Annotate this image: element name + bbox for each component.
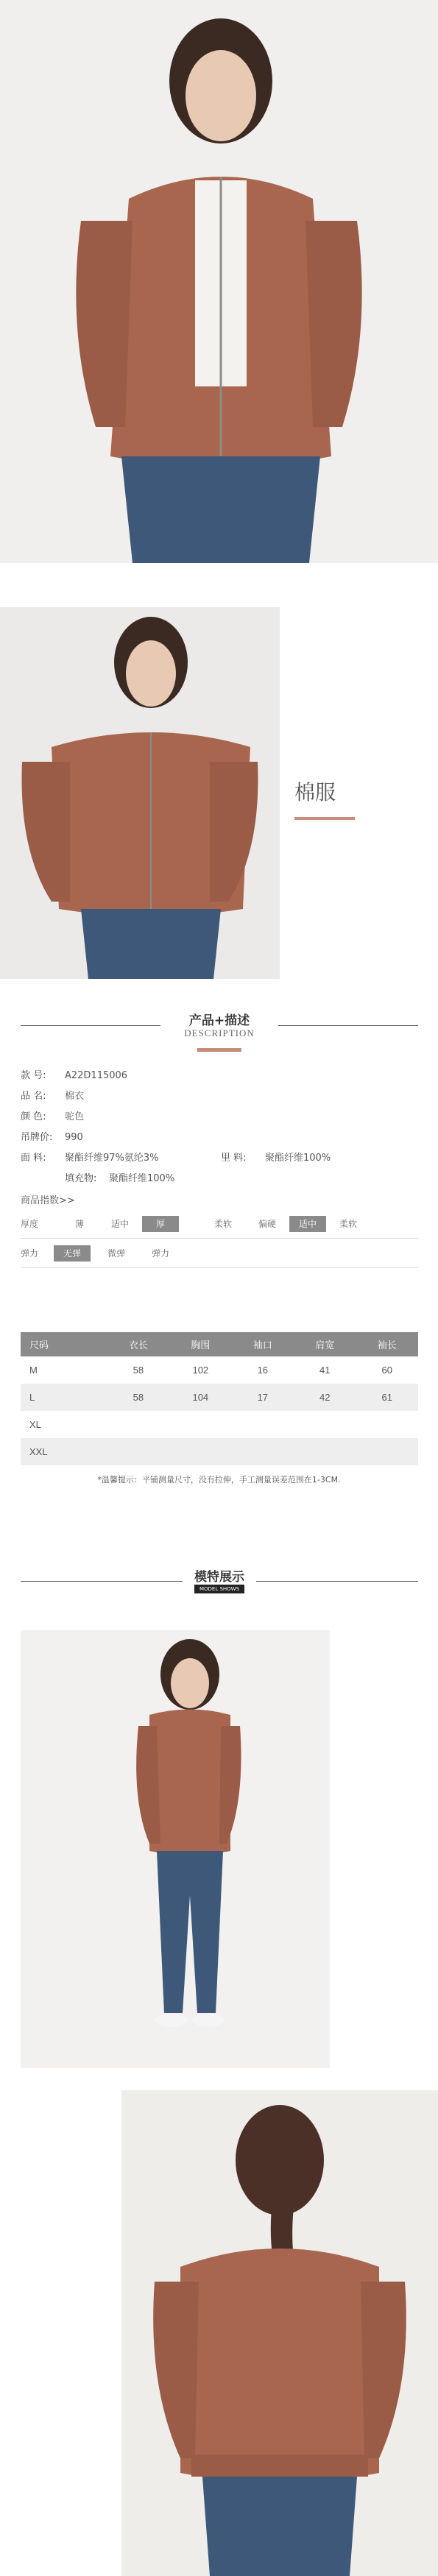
spec-price: 吊牌价: 990 (21, 1132, 83, 1143)
index-divider-bottom (21, 1267, 418, 1268)
size-table (21, 1332, 418, 1465)
header-cuff: 袖口 (232, 1332, 294, 1356)
softness-option-soft: 柔软 (339, 1219, 357, 1229)
description-accent-bar (197, 1048, 241, 1052)
table-row: L 58 104 17 42 61 (21, 1384, 418, 1411)
spec-fabric: 面 料: 聚酯纤维97%氨纶3% (21, 1153, 159, 1164)
header-sleeve: 袖长 (356, 1332, 419, 1356)
softness-option-hard: 偏硬 (258, 1219, 276, 1229)
header-size: 尺码 (21, 1332, 107, 1356)
size-note: *温馨提示：平铺测量尺寸，没有拉伸，手工测量误差范围在1-3CM. (97, 1475, 341, 1485)
description-divider-right (278, 1025, 418, 1026)
model-title: 模特展示 (194, 1570, 244, 1585)
model-back-photo (121, 2090, 438, 2576)
spec-filling: 填充物: 聚酯纤维100% (65, 1173, 175, 1184)
spec-style-no: 款 号: A22D115006 (21, 1070, 128, 1081)
description-divider-left (21, 1025, 160, 1026)
elasticity-option-stretch: 弹力 (151, 1248, 169, 1259)
softness-option-medium: 适中 (289, 1216, 326, 1232)
index-divider (21, 1238, 418, 1239)
thickness-option-thin: 薄 (74, 1219, 84, 1229)
product-name: 棉服 (294, 781, 336, 804)
header-chest: 胸围 (169, 1332, 231, 1356)
table-row: XXL (21, 1438, 418, 1465)
header-shoulder: 肩宽 (294, 1332, 356, 1356)
size-table-header (21, 1332, 418, 1356)
header-length: 衣长 (107, 1332, 169, 1356)
model-divider-left (21, 1581, 183, 1582)
description-subtitle: DESCRIPTION (184, 1027, 255, 1038)
model-subtitle: MODEL SHOWS (194, 1585, 244, 1593)
hero-model-photo (0, 0, 438, 563)
thickness-option-thick: 厚 (142, 1216, 179, 1232)
thickness-label: 厚度 (21, 1219, 39, 1229)
model-full-photo (21, 1630, 330, 2068)
table-row: XL (21, 1411, 418, 1438)
product-index-title: 商品指数>> (21, 1195, 75, 1206)
table-row: M 58 102 16 41 60 (21, 1356, 418, 1384)
description-title: 产品+描述 (188, 1013, 250, 1028)
spec-color: 颜 色: 驼色 (21, 1111, 85, 1122)
product-name-underline (294, 817, 355, 820)
thickness-option-medium: 适中 (110, 1219, 129, 1229)
elasticity-label: 弹力 (21, 1248, 39, 1259)
product-front-photo (0, 607, 280, 979)
thickness-scale (21, 1216, 418, 1232)
elasticity-option-slight: 微弹 (107, 1248, 125, 1259)
softness-label: 柔软 (213, 1219, 232, 1229)
model-divider-right (256, 1581, 418, 1582)
elasticity-option-none: 无弹 (54, 1245, 91, 1262)
elasticity-scale (21, 1245, 418, 1262)
spec-lining: 里 料: 聚酯纤维100% (221, 1153, 331, 1164)
spec-product-name: 品 名: 棉衣 (21, 1091, 85, 1102)
